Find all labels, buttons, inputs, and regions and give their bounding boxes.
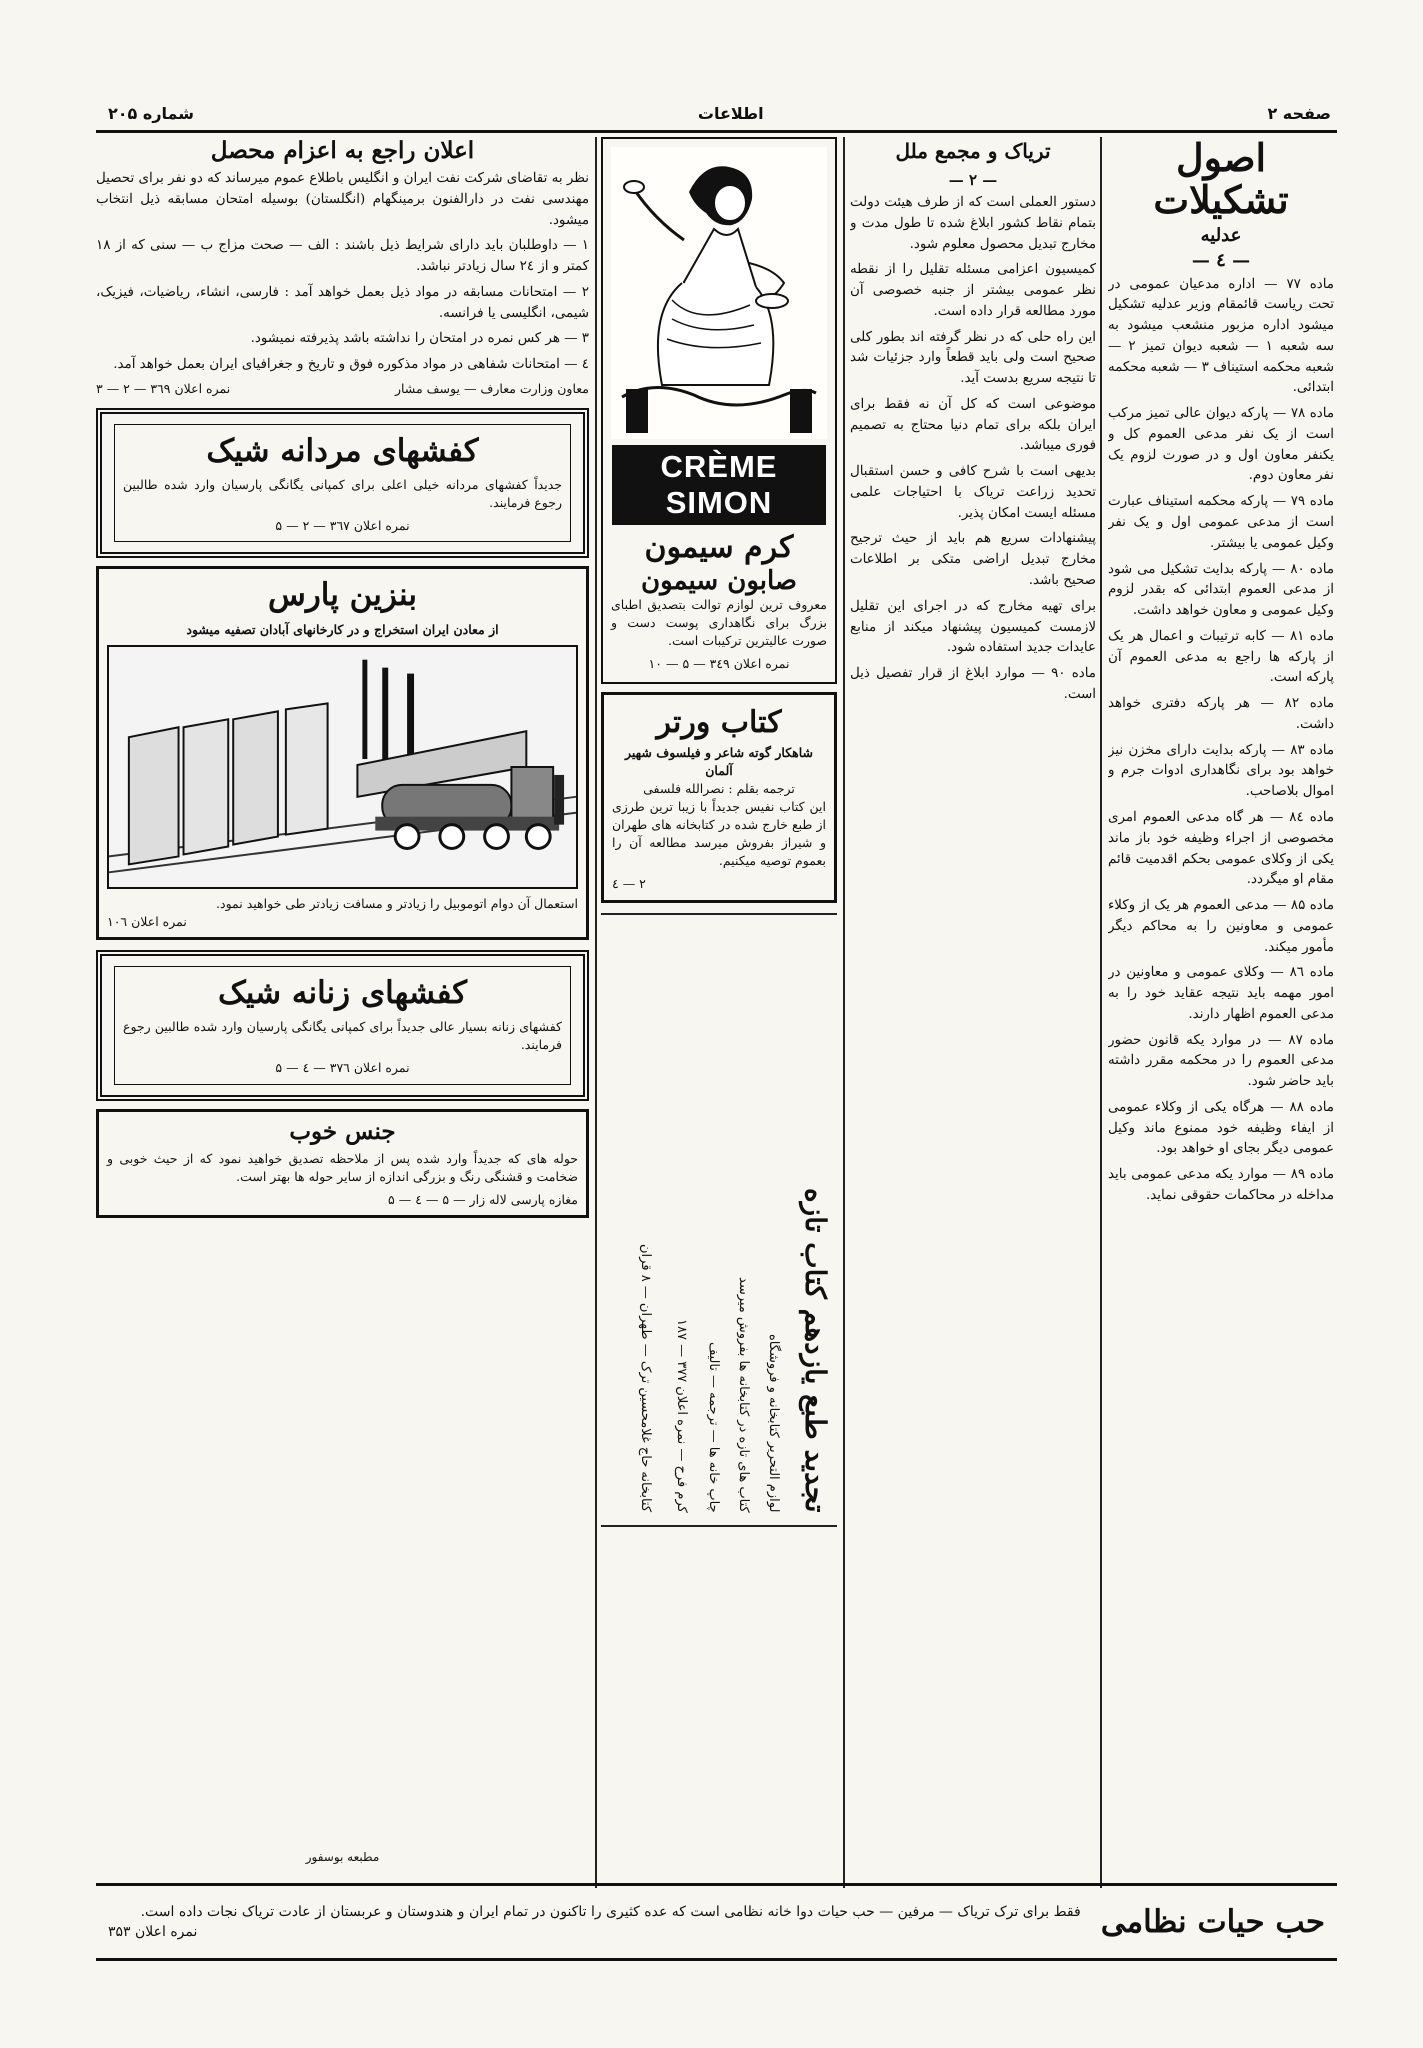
good-goods-text: حوله های که جدیداً وارد شده پس از ملاحظه تصدیق خواهید نمود که از حیث خوبی و ضخامت و قشنگی رنگ و بزرگی اندازه از سایر حوله ها بهتر است. bbox=[107, 1150, 578, 1184]
student-notice-paragraph: نظر به تقاضای شرکت نفت ایران و انگلیس باطلاع عموم میرساند که دو نفر برای تحصیل مهندسی نفت در دارالفنون برمینگهام (انگلستان) بوسیله امتحان مسابقه ذیل انتخاب میشود. bbox=[96, 171, 589, 228]
petrol-subtitle: از معادن ایران استخراج و در کارخانهای آبادان تصفیه میشود bbox=[186, 621, 499, 637]
printer-name: مطبعه بوسفور bbox=[305, 1850, 380, 1864]
column-divider bbox=[595, 137, 597, 1888]
column-divider bbox=[1100, 137, 1102, 1888]
newspaper-title: اطلاعات bbox=[697, 103, 764, 123]
ads-center-column bbox=[601, 137, 837, 1888]
opium-column bbox=[850, 137, 1096, 1888]
spacer bbox=[96, 1101, 589, 1109]
opium-paragraph: ماده ۹۰ — موارد ابلاغ از قرار تفصیل ذیل است. bbox=[850, 666, 1096, 702]
opium-title: تریاک و مجمع ملل bbox=[895, 139, 1051, 163]
justice-part: — ٤ — bbox=[1191, 249, 1251, 271]
womens-shoes-text: کفشهای زنانه بسیار عالی جدیداً برای کمپانی یگانگی پارسیان وارد شده طالبین رجوع فرمایند. bbox=[123, 1019, 562, 1053]
justice-paragraph: ماده ۷۹ — پارکه محکمه استیناف عبارت است از مدعی عمومی اول و یک نفر وکیل عمومی یا بیشتر. bbox=[1108, 494, 1334, 551]
vertical-line: لوازم التحریر کتابخانه و فروشگاه bbox=[766, 1334, 781, 1513]
opium-paragraph: پیشنهادات سریع هم باید از حیث ترجیح مخارج تبدیل اراضی متکی بر اطلاعات صحیح باشد. bbox=[850, 531, 1096, 589]
opium-intro: دستور العملی است که از طرف هیئت دولت بتمام نقاط کشور ابلاغ شده تا طول مدت و مخارج تبدیل محصول معلوم شود. bbox=[850, 195, 1096, 252]
justice-paragraph: ماده ۸۲ — هر پارکه دفتری خواهد داشت. bbox=[1108, 696, 1334, 732]
mens-shoes-notice: نمره اعلان ۳٦۷ — ۲ — ۵ bbox=[275, 518, 410, 534]
petrol-ad bbox=[96, 566, 589, 940]
student-notice-signature: معاون وزارت معارف — یوسف مشار bbox=[394, 380, 589, 396]
justice-paragraph: ماده ۸۵ — مدعی العموم هر یک از وکلاء عمومی و معاونین را به محاکم دیگر مأمور میکند. bbox=[1108, 898, 1334, 955]
justice-paragraph: ماده ۸۹ — موارد یکه مدعی عمومی باید مداخله در محاکمات حقوقی نماید. bbox=[1108, 1167, 1334, 1203]
opium-paragraph: بدیهی است با شرح کافی و حسن استقبال تحدید زراعت تریاک با احتیاجات علمی مسئله ایست امکان پذیر. bbox=[850, 464, 1096, 521]
werther-author: شاهکار گوته شاعر و فیلسوف شهیر آلمان bbox=[624, 744, 813, 778]
mens-shoes-title: کفشهای مردانه شیک bbox=[206, 432, 479, 469]
bottom-ad-notice: نمره اعلان ۳۵۳ bbox=[108, 1924, 198, 1940]
refinery-train-icon bbox=[109, 647, 576, 887]
opium-paragraph: برای تهیه مخارج که در اجرای این تقلیل لازمست کمیسیون پیشنهاد میکند از منابع عایدات جدید استفاده شود. bbox=[850, 598, 1096, 656]
vertical-line: کتاب های تازه در کتابخانه ها بفروش میرسد bbox=[736, 1276, 751, 1513]
soap-simon-title: صابون سیمون bbox=[641, 566, 797, 596]
justice-paragraph: ماده ۸۷ — در موارد یکه قانون حضور مدعی العموم را در محکمه مقرر داشته باید حاضر شود. bbox=[1108, 1032, 1334, 1090]
page-header bbox=[108, 96, 1331, 130]
justice-column bbox=[1108, 137, 1334, 1888]
student-notice-paragraph: ٤ — امتحانات شفاهی در مواد مذکوره فوق و تاریخ و جغرافیای ایران بعمل خواهد آمد. bbox=[113, 357, 589, 373]
student-notice-number: نمره اعلان ۳٦۹ — ۲ — ۳ bbox=[96, 380, 231, 396]
good-goods-notice: مغازه پارسی لاله زار — ۵ — ٤ — ۵ bbox=[388, 1191, 578, 1207]
opium-paragraph: موضوعی است که کل آن نه فقط برای ایران بلکه برای تمام دنیا محتاج به تصمیم فوری میباشد. bbox=[850, 396, 1096, 454]
justice-paragraph: ماده ۸۳ — پارکه بدایت دارای مخزن نیز خواهد بود برای نگاهداری ادوات جرم و اموال بلاصاحب. bbox=[1108, 742, 1334, 800]
werther-book-title: کتاب ورتر bbox=[656, 704, 782, 740]
womens-shoes-ad bbox=[96, 950, 589, 1101]
creme-simon-sign: CRÈME SIMON bbox=[612, 445, 826, 525]
student-notice-footer bbox=[96, 381, 589, 396]
refinery-illustration bbox=[107, 645, 578, 889]
justice-paragraph: ماده ۸٤ — هر گاه مدعی العموم امری مخصوصی از اجراء وظیفه خود باز ماند یکی از وکلای عمومی بحکم اقدمیت قائم مقام او میگردد. bbox=[1108, 809, 1334, 888]
mens-shoes-text: جدیداً کفشهای مردانه خیلی اعلی برای کمپانی یگانگی پارسیان وارد شده طالبین رجوع فرمایند. bbox=[123, 477, 562, 511]
student-notice bbox=[96, 137, 589, 396]
justice-paragraph: ماده ۷۸ — پارکه دیوان عالی تمیز مرکب است از یک نفر مدعی العموم کل و یکنفر معاون اول و در صورت لزوم یک نفر معاون دوم. bbox=[1108, 406, 1334, 484]
justice-title: اصول تشکیلات bbox=[1153, 137, 1289, 222]
woman-illustration-icon bbox=[611, 147, 827, 439]
werther-notice: ۲ — ٤ bbox=[612, 876, 646, 892]
werther-book-notice bbox=[601, 692, 837, 903]
student-notice-paragraph: ۱ — داوطلبان باید دارای شرایط ذیل باشند : الف — صحت مزاج ب — سنی که از ۱۸ کمتر و از ۲٤ سال زیادتر نباشد. bbox=[96, 238, 589, 275]
cream-simon-title: کرم سیمون bbox=[644, 530, 794, 565]
page-number: صفحه ۲ bbox=[1267, 103, 1331, 123]
petrol-caption: استعمال آن دوام اتوموبیل را زیادتر و مسافت زیادتر طی خواهید نمود. bbox=[216, 895, 578, 911]
mens-shoes-ad bbox=[96, 408, 589, 559]
spacer bbox=[96, 558, 589, 566]
mens-shoes-inner bbox=[114, 424, 571, 543]
header-rule bbox=[96, 130, 1337, 133]
justice-subtitle: عدلیه bbox=[1200, 224, 1242, 246]
justice-paragraph: ماده ۸۰ — پارکه بدایت تشکیل می شود از مدعی العموم ابتدائی که بقدر لزوم وکیل عمومی و معاون خواهد داشت. bbox=[1108, 561, 1334, 619]
spacer bbox=[96, 396, 589, 408]
werther-description: این کتاب نفیس جدیداً با زیبا ترین طرزی از طبع خارج شده در کتابخانه های طهران و شیراز بفروش میرسد مطالعه آن را بعموم توصیه میکنیم. bbox=[612, 798, 826, 869]
student-notice-paragraph: ۲ — امتحانات مسابقه در مواد ذیل بعمل خواهد آمد : فارسی، انشاء، ریاضیات، فیزیک، شیمی، انگلیسی یا فرانسه. bbox=[96, 284, 589, 321]
vertical-line: کتابخانه حاج غلامحسین ترک — طهران — ۸ قران bbox=[638, 1244, 653, 1513]
womens-shoes-title: کفشهای زنانه شیک bbox=[217, 975, 468, 1012]
justice-paragraph: ماده ۸٦ — وکلای عمومی و معاونین در امور مهمه باید نتیجه عقاید خود را به مدعی العموم اظهار دارند. bbox=[1108, 965, 1334, 1022]
vertical-line: کرم فرح — نمره اعلان ۳۷۷ — ۱۸۷ bbox=[674, 1318, 689, 1513]
bottom-advertisement bbox=[96, 1883, 1337, 1961]
womens-shoes-notice: نمره اعلان ۳۷٦ — ٤ — ۵ bbox=[275, 1060, 410, 1076]
cream-illustration bbox=[611, 147, 827, 439]
petrol-notice: نمره اعلان ۱۰٦ bbox=[107, 913, 187, 929]
bottom-ad-text bbox=[108, 1902, 1081, 1943]
werther-translator: ترجمه بقلم : نصرالله فلسفی bbox=[643, 780, 795, 796]
cream-notice-number: نمره اعلان ۳٤۹ — ۵ — ۱۰ bbox=[648, 656, 790, 672]
opium-part: — ۲ — bbox=[948, 171, 998, 189]
bottom-ad-title: حب حیات نظامی bbox=[1100, 1904, 1325, 1940]
justice-paragraph: ماده ۸۱ — کابه ترتیبات و اعمال هر یک از پارکه ها راجع به مدعی العموم آن پارکه است. bbox=[1108, 628, 1334, 686]
opium-paragraph: این راه حلی که در نظر گرفته اند بطور کلی صحیح است ولی باید قطعاً وارد جزئیات شد تا نتیجه سریع بدست آید. bbox=[850, 329, 1096, 387]
good-goods-title: جنس خوب bbox=[289, 1117, 396, 1145]
issue-number: شماره ۲۰۵ bbox=[108, 103, 195, 123]
vertical-title: تجدید طبع یازدهم کتاب تازه bbox=[799, 1187, 832, 1513]
cream-advertisement bbox=[601, 137, 837, 684]
column-divider bbox=[843, 137, 845, 1888]
petrol-title: بنزین پارس bbox=[268, 577, 417, 614]
student-notice-title: اعلان راجع به اعزام محصل bbox=[210, 137, 475, 164]
vertical-line: چاپ خانه ها — ترجمه — تالیف bbox=[706, 1341, 721, 1513]
vertical-book-ads bbox=[601, 913, 837, 1527]
justice-paragraph: ماده ۸۸ — هرگاه یکی از وکلاء عمومی از ایفاء وظیفه خود ممنوع ماند وکیل عمومی دیگر بجای او خواهد بود. bbox=[1108, 1099, 1334, 1157]
student-notice-paragraph: ۳ — هر کس نمره در امتحان را نداشته باشد پذیرفته نمیشود. bbox=[250, 331, 589, 347]
opium-paragraph: کمیسیون اعزامی مسئله تقلیل را از نقطه نظر عمومی بیشتر از جنبه خصوصی آن مورد مطالعه قرار داده است. bbox=[850, 262, 1096, 319]
ads-left-column bbox=[96, 137, 589, 1888]
cream-description: معروف ترین لوازم توالت بتصدیق اطبای بزرگ برای نگاهداری پوست دست و صورت عالیترین ترکیبات است. bbox=[611, 597, 827, 649]
justice-paragraph: ماده ۷۷ — اداره مدعیان عمومی در تحت ریاست قائمقام وزیر عدلیه تشکیل میشود اداره مزبور منشعب میشود به سه شعبه ۱ — شعبه دیوان تمیز ۲ — شعبه محکمه استیناف ۳ — شعبه محکمه ابتدائی. bbox=[1108, 276, 1334, 396]
bottom-ad-body: فقط برای ترک تریاک — مرفین — حب حیات دوا خانه نظامی است که عده کثیری را تاکنون در تمام ایران و هندوستان و عربستان از عادت تریاک نجات داده است. bbox=[140, 1903, 1081, 1920]
good-goods-ad bbox=[96, 1109, 589, 1218]
womens-shoes-inner bbox=[114, 966, 571, 1085]
